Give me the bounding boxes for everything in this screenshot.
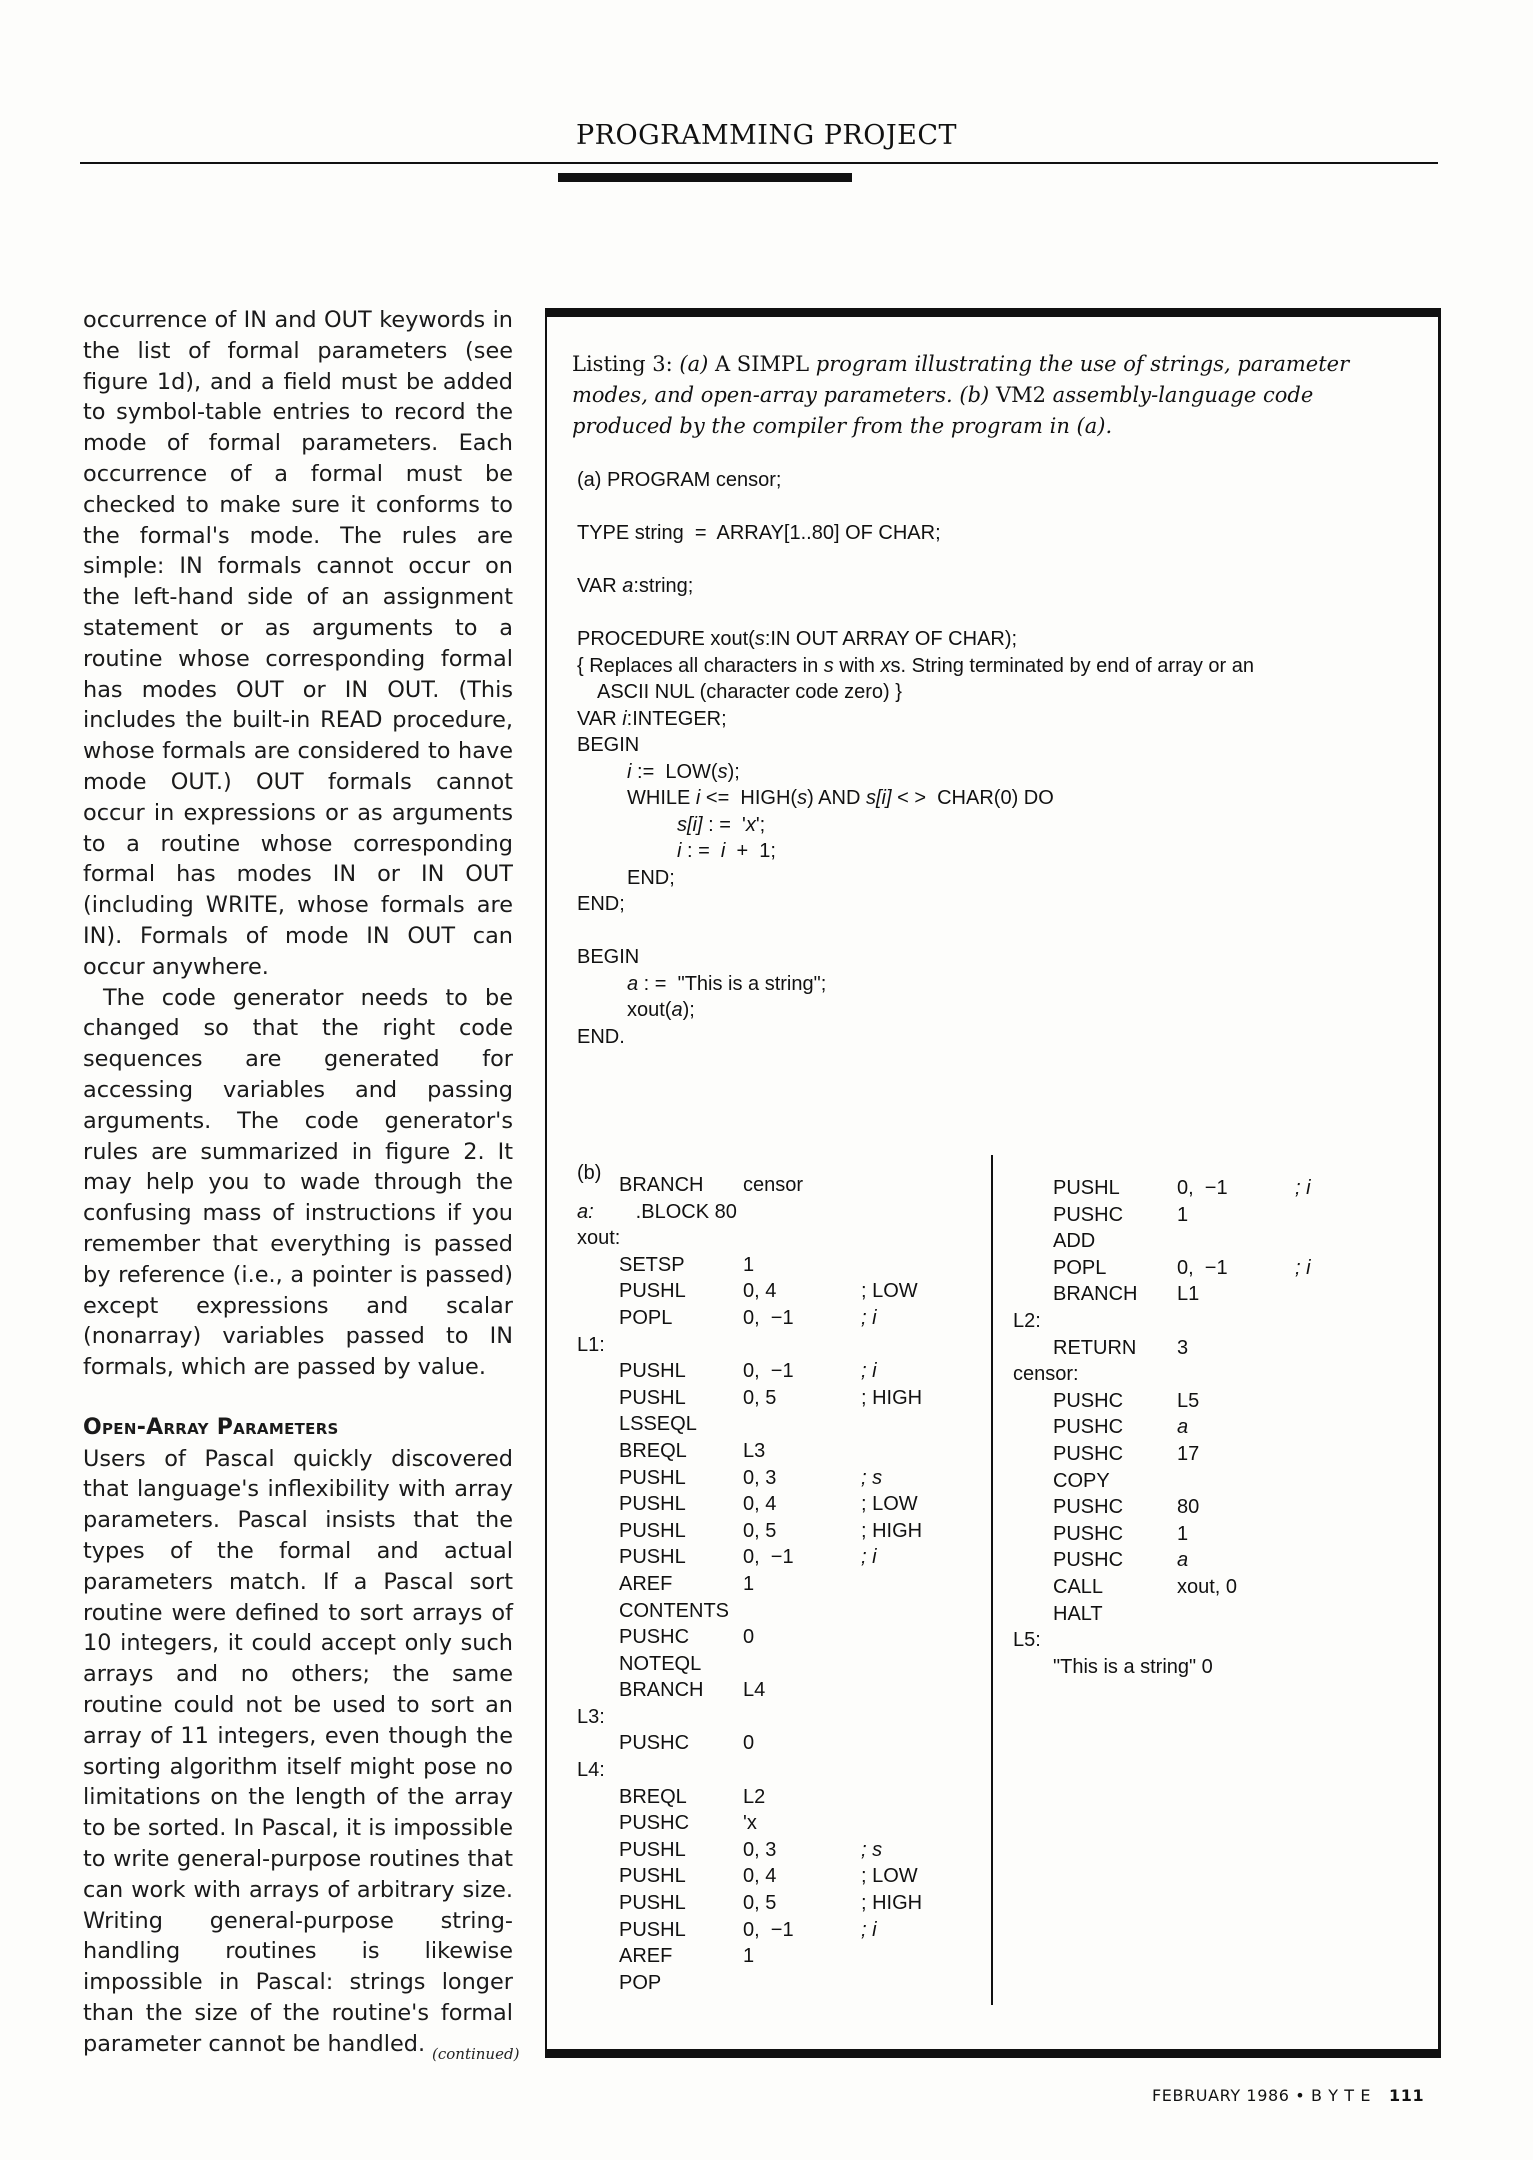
asm-comment: ; LOW — [861, 1493, 918, 1516]
asm-op: PUSHC — [1053, 1549, 1124, 1572]
asm-op: PUSHL — [619, 1892, 686, 1915]
assembly-right-column — [1013, 1175, 1413, 1680]
asm-label: L4: — [577, 1759, 605, 1782]
asm-op: POP — [619, 1971, 662, 1994]
assembly-line — [1013, 1654, 1413, 1681]
asm-label: L3: — [577, 1705, 605, 1728]
caption-part-b-tag: (b) — [959, 383, 990, 407]
asm-arg: 80 — [1177, 1496, 1200, 1519]
asm-op: BRANCH — [619, 1174, 704, 1196]
assembly-line — [1013, 1468, 1413, 1495]
asm-comment: ; LOW — [861, 1865, 918, 1888]
assembly-line — [577, 1943, 997, 1970]
assembly-line — [577, 1917, 997, 1944]
code-line: ASCII NUL (character code zero) } — [597, 681, 902, 703]
asm-op: PUSHL — [619, 1360, 686, 1383]
caption-part-a-tag: (a) — [679, 352, 709, 376]
code-line: VAR i:INTEGER; — [577, 707, 727, 730]
code-line: WHILE i <= HIGH(s) AND s[i] < > CHAR(0) DO — [627, 787, 1054, 809]
assembly-line — [577, 1810, 997, 1837]
assembly-line — [577, 1571, 997, 1598]
assembly-line — [1013, 1308, 1413, 1335]
asm-arg: 1 — [743, 1945, 755, 1968]
assembly-line — [577, 1438, 997, 1465]
assembly-line — [577, 1358, 997, 1385]
assembly-line — [1013, 1202, 1413, 1229]
asm-op: PUSHC — [1053, 1522, 1124, 1545]
asm-comment: ; s — [861, 1466, 883, 1489]
asm-arg — [1177, 1228, 1295, 1255]
asm-op: BRANCH — [1053, 1283, 1138, 1306]
asm-arg: L5 — [1177, 1389, 1200, 1412]
assembly-line — [1013, 1627, 1413, 1654]
caption-part-a: A SIMPL — [714, 352, 810, 376]
assembly-line — [577, 1970, 997, 1997]
assembly-line — [577, 1624, 997, 1651]
body-paragraph: occurrence of IN and OUT keywords in the list of formal parameters (see figure 1d), and a field must be added to symbol-table entries to record the mode of formal parameters. Each occurrence of a formal must be checked to make sure it conforms to the formal's mode. The rules are simple: IN formals cannot occur on the left-hand side of an assignment statement or as arguments to a routine whose corresponding formal has modes OUT or IN OUT. (This includes the built-in READ procedure, whose formals are considered to have mode OUT.) OUT formals cannot occur in expressions or as arguments to a routine whose corresponding formal has modes IN or IN OUT (including WRITE, whose formals are IN). Formals of mode IN OUT can occur anywhere. — [83, 307, 513, 980]
code-line: i := LOW(s); — [627, 760, 740, 783]
assembly-line — [1013, 1228, 1413, 1255]
asm-op: PUSHL — [619, 1918, 686, 1941]
code-line: { Replaces all characters in s with xs. String terminated by end of array or an — [577, 654, 1254, 677]
continued-note: (continued) — [432, 2045, 520, 2063]
assembly-line — [1013, 1521, 1413, 1548]
asm-op: "This is a string" 0 — [1053, 1655, 1213, 1678]
code-line: END; — [577, 893, 625, 915]
asm-arg: 0, 3 — [743, 1838, 777, 1861]
asm-comment: ; i — [1295, 1177, 1311, 1199]
assembly-line — [1013, 1547, 1413, 1574]
asm-op: PUSHL — [619, 1838, 686, 1861]
asm-op: POPL — [619, 1306, 673, 1329]
asm-op: HALT — [1053, 1602, 1103, 1625]
asm-op: PUSHC — [1053, 1496, 1124, 1519]
asm-arg — [1177, 1468, 1295, 1495]
listing-caption — [572, 349, 1402, 442]
column-divider — [991, 1155, 993, 2005]
asm-op: PUSHL — [619, 1466, 686, 1489]
asm-comment: ; HIGH — [861, 1519, 923, 1542]
assembly-line — [577, 1199, 997, 1226]
assembly-line — [577, 1784, 997, 1811]
asm-arg — [1177, 1601, 1295, 1628]
asm-arg: 0, −1 — [1177, 1256, 1228, 1279]
asm-op: RETURN — [1053, 1336, 1137, 1359]
asm-comment: ; HIGH — [861, 1892, 923, 1915]
asm-arg: xout, 0 — [1177, 1575, 1238, 1598]
assembly-line — [577, 1518, 997, 1545]
asm-arg: 1 — [743, 1572, 755, 1595]
asm-op: PUSHC — [1053, 1389, 1124, 1412]
asm-arg: 0, 4 — [743, 1493, 777, 1516]
caption-part-b-desc: assembly-language code produced by the compiler from the program in — [572, 383, 1314, 438]
asm-op: COPY — [1053, 1469, 1110, 1492]
asm-label: L2: — [1013, 1309, 1041, 1332]
assembly-line — [577, 1225, 997, 1252]
asm-arg: 0, −1 — [743, 1306, 794, 1329]
asm-op: PUSHC — [1053, 1442, 1124, 1465]
asm-op: PUSHL — [619, 1386, 686, 1409]
simpl-program — [577, 467, 1417, 1050]
assembly-line — [1013, 1574, 1413, 1601]
asm-op: ADD — [1053, 1230, 1096, 1253]
assembly-line — [1013, 1414, 1413, 1441]
asm-arg: 0, −1 — [1177, 1177, 1228, 1199]
asm-op: CALL — [1053, 1575, 1104, 1598]
asm-op: PUSHL — [619, 1546, 686, 1569]
asm-arg: 0, −1 — [743, 1918, 794, 1941]
asm-op: NOTEQL — [619, 1652, 702, 1675]
assembly-line — [1013, 1255, 1413, 1282]
asm-arg: censor — [743, 1174, 804, 1196]
asm-arg: 0 — [743, 1626, 755, 1649]
asm-op: PUSHC — [1053, 1203, 1124, 1226]
header-rule — [80, 162, 1438, 164]
asm-op: BREQL — [619, 1439, 687, 1462]
body-paragraph: The code generator needs to be changed so that the right code sequences are generated for accessing variables and passing arguments. The code generator's rules are summarized in figure 2. It may help you to wade through the confusing mass of instructions if you remember that everything is passed by reference (i.e., a pointer is passed) except expressions and scalar (nonarray) variables passed to IN formals, which are passed by value. — [83, 984, 513, 1381]
asm-arg: 0, 5 — [743, 1519, 777, 1542]
assembly-line — [577, 1757, 997, 1784]
assembly-line — [577, 1677, 997, 1704]
asm-op: CONTENTS — [619, 1599, 729, 1622]
assembly-line — [577, 1730, 997, 1757]
asm-label: L5: — [1013, 1629, 1041, 1652]
code-line: VAR a:string; — [577, 575, 694, 597]
asm-arg: a — [1177, 1416, 1189, 1439]
asm-arg — [743, 1651, 861, 1678]
asm-arg: L4 — [743, 1679, 766, 1702]
asm-comment: ; i — [861, 1306, 877, 1329]
assembly-line — [577, 1385, 997, 1412]
asm-op: PUSHC — [619, 1626, 690, 1649]
asm-comment: ; HIGH — [861, 1386, 923, 1409]
assembly-line — [1013, 1601, 1413, 1628]
asm-op: AREF — [619, 1945, 673, 1968]
listing-box — [545, 308, 1441, 2058]
assembly-line — [1013, 1361, 1413, 1388]
asm-arg: 1 — [1177, 1522, 1189, 1545]
asm-label: xout: — [577, 1227, 621, 1250]
assembly-line — [577, 1252, 997, 1279]
assembly-line — [577, 1411, 997, 1438]
code-line: END. — [577, 1025, 625, 1048]
assembly-line — [1013, 1388, 1413, 1415]
asm-op: AREF — [619, 1572, 673, 1595]
assembly-line — [577, 1465, 997, 1492]
asm-op: LSSEQL — [619, 1413, 697, 1436]
asm-arg: 0, 3 — [743, 1466, 777, 1489]
assembly-line — [577, 1598, 997, 1625]
asm-arg — [743, 1598, 861, 1625]
asm-op: BREQL — [619, 1785, 687, 1808]
code-line: xout(a); — [627, 999, 695, 1021]
asm-arg: 0 — [743, 1732, 755, 1755]
asm-op: PUSHC — [619, 1732, 690, 1755]
asm-label: censor: — [1013, 1363, 1079, 1386]
assembly-line — [577, 1544, 997, 1571]
caption-part-b-ref: (a). — [1076, 414, 1113, 438]
asm-arg: 0, 5 — [743, 1386, 777, 1409]
code-line: PROCEDURE xout(s:IN OUT ARRAY OF CHAR); — [577, 628, 1018, 650]
assembly-line — [577, 1491, 997, 1518]
code-line: (a) PROGRAM censor; — [577, 469, 782, 491]
assembly-left-column — [577, 1162, 997, 1996]
code-line: i : = i + 1; — [677, 840, 776, 862]
assembly-line — [577, 1837, 997, 1864]
asm-arg — [743, 1411, 861, 1438]
assembly-line — [577, 1651, 997, 1678]
assembly-line — [577, 1172, 997, 1199]
header-bar — [558, 173, 852, 182]
asm-arg: L1 — [1177, 1283, 1200, 1306]
code-line: s[i] : = 'x'; — [677, 813, 766, 836]
section-heading: Open-Array Parameters — [83, 1414, 339, 1440]
asm-arg: 1 — [1177, 1203, 1189, 1226]
asm-arg: 'x — [743, 1812, 757, 1835]
asm-arg: a — [1177, 1549, 1189, 1572]
assembly-line — [577, 1890, 997, 1917]
asm-arg: 1 — [743, 1253, 755, 1276]
asm-op: PUSHL — [1053, 1177, 1120, 1199]
asm-arg — [743, 1970, 861, 1997]
caption-label: Listing 3: — [572, 352, 673, 376]
asm-op: PUSHL — [619, 1865, 686, 1888]
asm-arg: 0, −1 — [743, 1360, 794, 1383]
asm-op: PUSHC — [1053, 1416, 1124, 1439]
assembly-line — [577, 1278, 997, 1305]
asm-arg: 0, 4 — [743, 1865, 777, 1888]
asm-op: PUSHL — [619, 1493, 686, 1516]
asm-comment: ; i — [861, 1546, 877, 1569]
asm-op: POPL — [1053, 1256, 1107, 1279]
asm-arg: 0, 4 — [743, 1280, 777, 1303]
caption-part-b: VM2 — [995, 383, 1046, 407]
code-line: END; — [627, 866, 675, 889]
body-paragraph: Users of Pascal quickly discovered that language's inflexibility with array parameters. Pascal insists that the types of the formal and actual parameters match. If a Pascal sort routine were defined to sort arrays of 10 integers, it could accept only such arrays and no others; the same routine could not be used to sort an array of 11 integers, even though the sorting algorithm itself might pose no limitations on the length of the array to be sorted. In Pascal, it is impossible to write general-purpose routines that can work with arrays of arbitrary size. Writing general-purpose string-handling routines is likewise impossible in Pascal: strings longer than the size of the routine's formal parameter cannot be handled. — [83, 1445, 513, 2057]
running-head: PROGRAMMING PROJECT — [575, 120, 958, 151]
code-line: a : = "This is a string"; — [627, 972, 827, 995]
asm-comment: ; s — [861, 1838, 883, 1861]
asm-op: PUSHL — [619, 1280, 686, 1303]
asm-arg: 17 — [1177, 1442, 1200, 1465]
asm-op: BRANCH — [619, 1679, 704, 1702]
part-b-tag: (b) — [577, 1162, 602, 1184]
asm-comment: ; i — [861, 1918, 877, 1941]
asm-op: SETSP — [619, 1253, 685, 1276]
asm-label: L1: — [577, 1333, 605, 1356]
assembly-line — [1013, 1335, 1413, 1362]
assembly-line — [1013, 1494, 1413, 1521]
code-line: BEGIN — [577, 946, 640, 968]
assembly-line — [577, 1332, 997, 1359]
assembly-line — [1013, 1441, 1413, 1468]
assembly-line — [1013, 1175, 1413, 1202]
caption-part-a-desc: program illustrating the use of strings, parameter modes, and open-array parameters. — [572, 352, 1350, 407]
code-line: BEGIN — [577, 734, 640, 756]
page-number: 111 — [1389, 2086, 1425, 2105]
code-line: TYPE string = ARRAY[1..80] OF CHAR; — [577, 522, 941, 544]
assembly-line — [577, 1704, 997, 1731]
asm-arg: L3 — [743, 1439, 766, 1462]
assembly-line — [577, 1305, 997, 1332]
issue-line: FEBRUARY 1986 • B Y T E — [1152, 2086, 1372, 2105]
asm-arg — [1177, 1654, 1295, 1681]
asm-comment: ; LOW — [861, 1280, 918, 1303]
page-footer — [1152, 2086, 1424, 2105]
asm-arg: 0, 5 — [743, 1892, 777, 1915]
asm-op: PUSHL — [619, 1519, 686, 1542]
asm-arg: 0, −1 — [743, 1546, 794, 1569]
asm-comment: ; i — [861, 1360, 877, 1383]
asm-arg: L2 — [743, 1785, 766, 1808]
asm-label: a: — [577, 1200, 594, 1223]
assembly-line — [1013, 1281, 1413, 1308]
assembly-line — [577, 1863, 997, 1890]
asm-op: PUSHC — [619, 1812, 690, 1835]
asm-op: .BLOCK 80 — [619, 1200, 737, 1223]
asm-arg: 3 — [1177, 1336, 1189, 1359]
body-column — [83, 305, 513, 2060]
asm-comment: ; i — [1295, 1256, 1311, 1279]
